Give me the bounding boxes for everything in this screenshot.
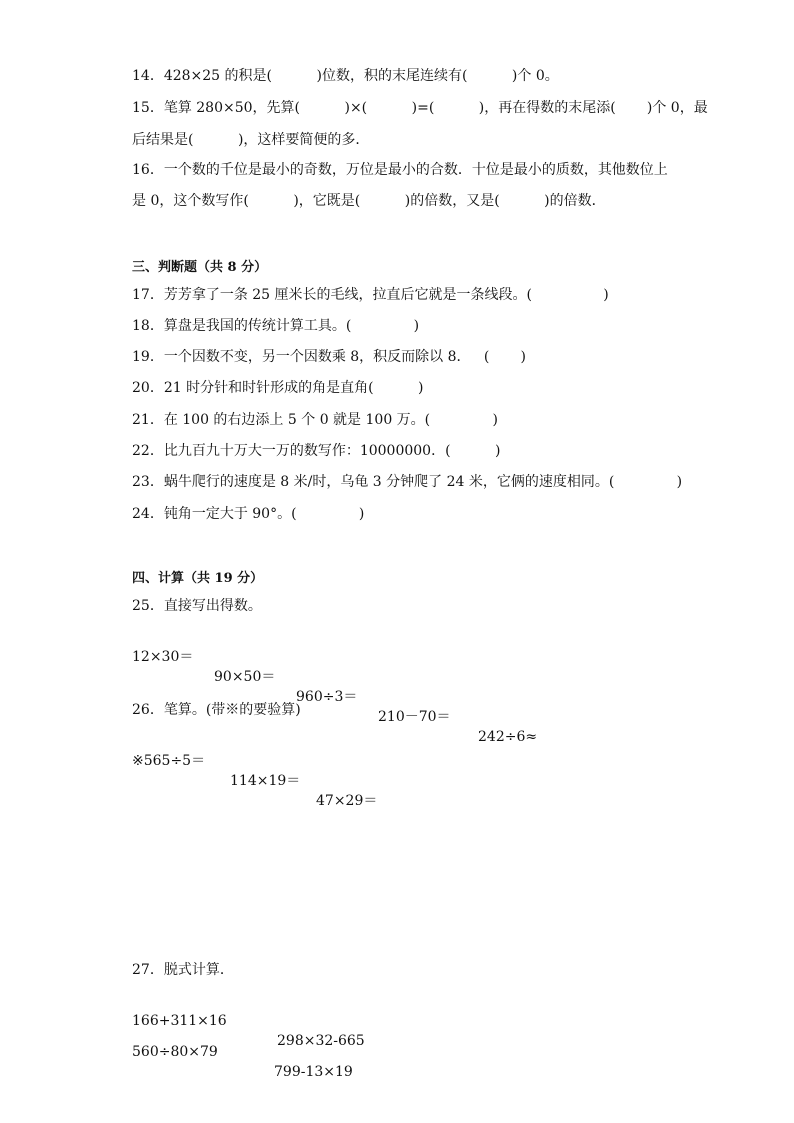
question-21: 21．在 100 的右边添上 5 个 0 就是 100 万。( ) [132,412,498,428]
question-15-line-1: 15．笔算 280×50，先算( )×( )=( )，再在得数的末尾添( )个 0，最 [132,100,708,116]
calc-item: ※565÷5＝ [132,753,206,769]
calc-item: 560÷80×79 [132,1044,218,1060]
calc-item: 47×29＝ [316,793,378,809]
question-20: 20．21 时分针和时针形成的角是直角( ) [132,380,424,396]
calc-item: 114×19＝ [230,773,301,789]
calc-item: 166+311×16 [132,1013,227,1029]
question-15-line-2: 后结果是( )，这样要简便的多． [132,132,370,148]
question-24: 24．钝角一定大于 90°。( ) [132,506,365,522]
question-14: 14．428×25 的积是( )位数，积的末尾连续有( )个 0。 [132,68,559,84]
calc-item: 90×50＝ [214,669,276,685]
question-22: 22．比九百九十万大一万的数写作：10000000．( ) [132,443,501,459]
calc-item: 210－70＝ [378,709,451,725]
calc-item: 960÷3＝ [296,689,358,705]
question-18: 18．算盘是我国的传统计算工具。( ) [132,318,420,334]
question-25-title: 25．直接写出得数。 [132,598,262,614]
section-3-heading: 三、判断题（共 8 分） [132,260,268,275]
question-16-line-1: 16．一个数的千位是最小的奇数，万位是最小的合数．十位是最小的质数，其他数位上 [132,162,668,178]
calc-item: 298×32-665 [277,1033,365,1049]
calc-item: 12×30＝ [132,649,194,665]
question-27-title: 27．脱式计算． [132,962,234,978]
question-19: 19．一个因数不变，另一个因数乘 8，积反而除以 8． ( ) [132,349,526,365]
question-16-line-2: 是 0，这个数写作( )，它既是( )的倍数，又是( )的倍数． [132,193,606,209]
question-26-title: 26．笔算。(带※的要验算) [132,702,301,718]
question-17: 17．芳芳拿了一条 25 厘米长的毛线，拉直后它就是一条线段。( ) [132,287,609,303]
section-4-heading: 四、计算（共 19 分） [132,571,264,586]
calc-item: 242÷6≈ [478,729,538,745]
calc-item: 799-13×19 [274,1064,353,1080]
question-26-row [132,731,378,831]
question-23: 23．蜗牛爬行的速度是 8 米/时，乌龟 3 分钟爬了 24 米，它俩的速度相同。( ) [132,474,683,490]
